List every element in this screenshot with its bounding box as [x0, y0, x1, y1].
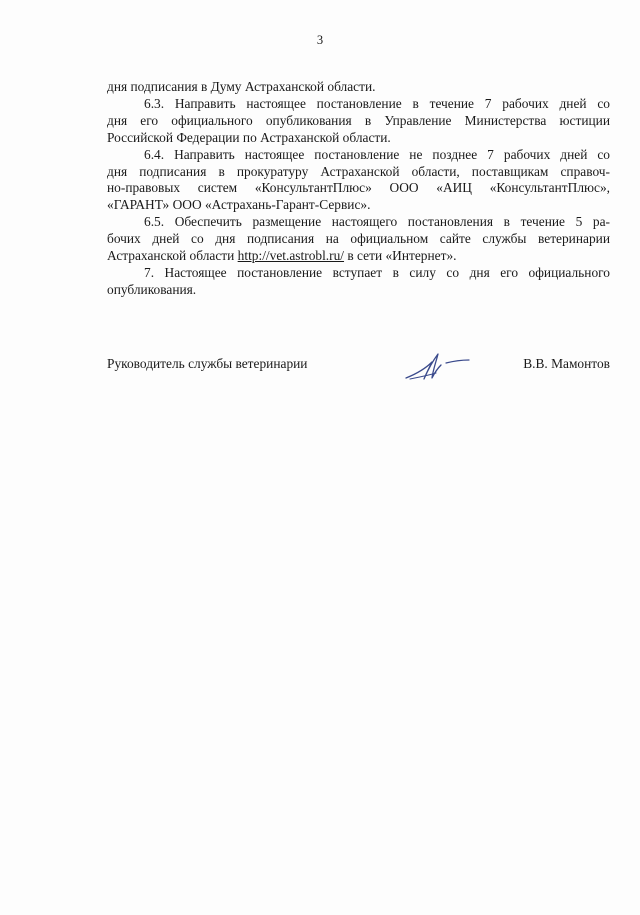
handwritten-signature — [402, 348, 472, 384]
page-number: 3 — [316, 33, 324, 47]
signature-block — [107, 354, 610, 384]
paragraph-line: дня подписания в прокуратуру Астраханской области, поставщикам справоч- — [107, 163, 610, 179]
paragraph-line: но-правовых систем «КонсультантПлюс» ООО «АИЦ «КонсультантПлюс», — [107, 180, 610, 196]
paragraph-line: дня подписания в Думу Астраханской области. — [107, 79, 376, 94]
link-line-suffix: в сети «Интернет». — [344, 248, 457, 264]
paragraph-line: дня его официального опубликования в Управление Министерства юстиции — [107, 112, 610, 128]
website-link[interactable]: http://vet.astrobl.ru/ — [237, 248, 345, 264]
paragraph-line: 6.4. Направить настоящее постановление не позднее 7 рабочих дней со — [144, 146, 610, 162]
signer-title: Руководитель службы ветеринарии — [107, 356, 308, 371]
paragraph-line: Российской Федерации по Астраханской области. — [107, 129, 391, 145]
paragraph-line: бочих дней со дня подписания на официальном сайте службы ветеринарии — [107, 231, 610, 247]
paragraph-line: 6.5. Обеспечить размещение настоящего постановления в течение 5 ра- — [144, 214, 610, 230]
paragraph-line: 6.3. Направить настоящее постановление в течение 7 рабочих дней со — [144, 95, 610, 111]
signer-name: В.В. Мамонтов — [523, 356, 610, 371]
link-line-prefix: Астраханской области — [107, 248, 238, 264]
paragraph-line: 7. Настоящее постановление вступает в силу со дня его официального — [144, 264, 610, 280]
document-body — [107, 79, 610, 299]
paragraph-line-with-link — [107, 248, 610, 265]
paragraph-line: «ГАРАНТ» ООО «Астрахань-Гарант-Сервис». — [107, 197, 371, 213]
paragraph-line: опубликования. — [107, 281, 197, 297]
